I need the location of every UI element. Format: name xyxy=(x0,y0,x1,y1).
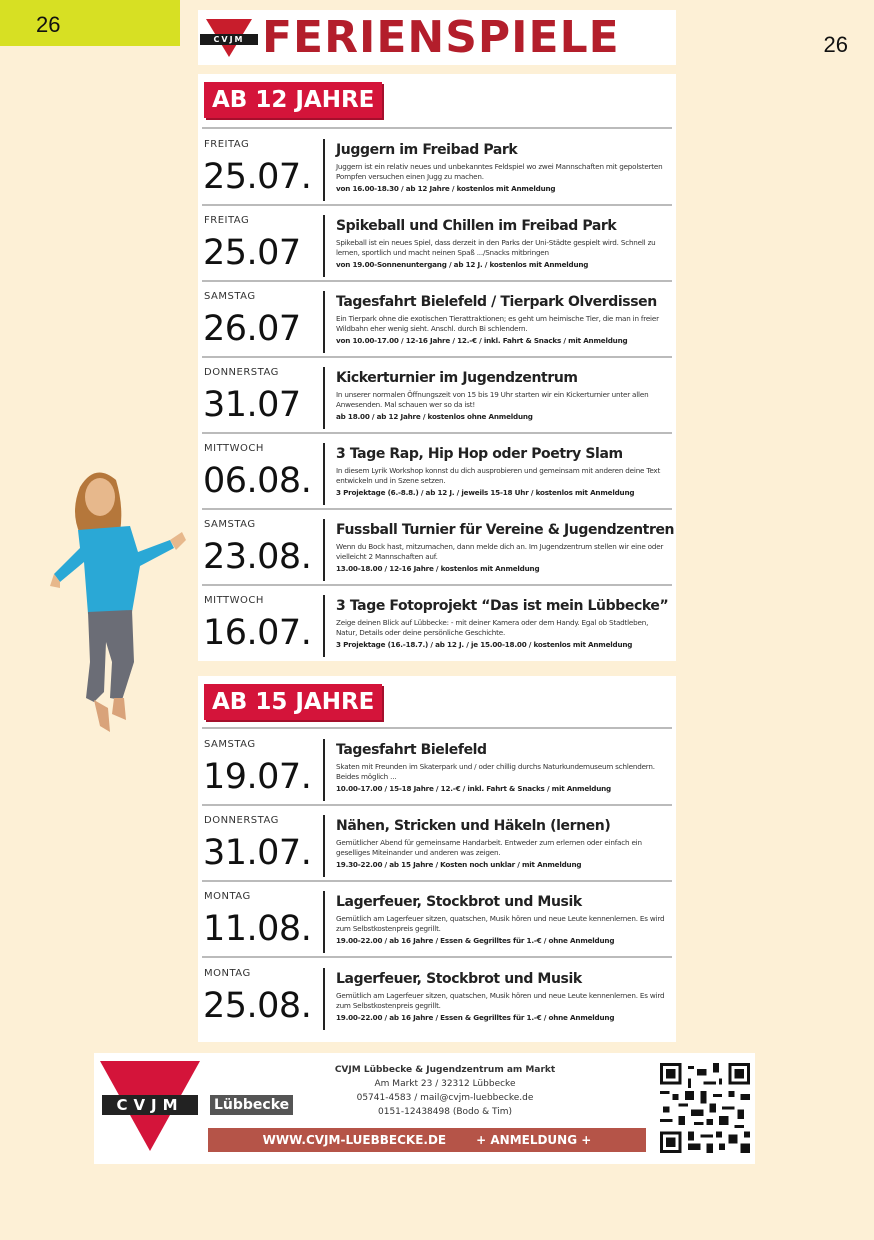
event-description: Ein Tierpark ohne die exotischen Tierattraktionen; es geht um heimische Tier, die man in freier Wildbahn eher wenig sieht. Anschl. durch Bi schlendern. xyxy=(336,314,659,333)
event-item xyxy=(198,131,676,205)
contact-org: CVJM Lübbecke & Jugendzentrum am Markt xyxy=(334,1065,556,1075)
event-item xyxy=(198,883,676,957)
event-date: 25.07. xyxy=(203,157,312,197)
divider xyxy=(323,215,325,277)
event-title: 3 Tage Rap, Hip Hop oder Poetry Slam xyxy=(336,446,623,462)
event-description: Spikeball ist ein neues Spiel, dass derzeit in den Parks der Uni-Städte gespielt wird. Schnell zu lernen, sportlich und macht neinen Spaß .../Snacks mitbringen xyxy=(336,238,656,257)
event-item xyxy=(198,587,676,661)
divider xyxy=(323,443,325,505)
divider xyxy=(202,880,672,882)
qr-code-icon[interactable] xyxy=(660,1063,750,1153)
event-day: SAMSTAG xyxy=(204,519,256,530)
divider xyxy=(323,595,325,657)
event-date: 06.08. xyxy=(203,461,312,501)
footer xyxy=(94,1053,755,1164)
event-item xyxy=(198,207,676,281)
event-description: Juggern ist ein relativ neues und unbekanntes Feldspiel wo zwei Mannschaften mit gepolsterten Pompfen versuchen einen Jugg zu machen. xyxy=(336,162,663,181)
event-info: 19.30-22.00 / ab 15 Jahre / Kosten noch unklar / mit Anmeldung xyxy=(336,860,582,869)
divider xyxy=(202,508,672,510)
divider xyxy=(202,584,672,586)
divider xyxy=(323,139,325,201)
divider xyxy=(202,432,672,434)
event-description: Gemütlich am Lagerfeuer sitzen, quatschen, Musik hören und neue Leute kennenlernen. Es wird zum Selbstkostenpreis gegrillt. xyxy=(336,914,665,933)
website-link[interactable]: WWW.CVJM-LUEBBECKE.DE xyxy=(262,1133,447,1147)
event-date: 26.07 xyxy=(203,309,301,349)
divider xyxy=(202,804,672,806)
divider xyxy=(323,968,325,1030)
event-day: MONTAG xyxy=(204,968,251,979)
event-description: In unserer normalen Öffnungszeit von 15 bis 19 Uhr starten wir ein Kickerturnier unter allen Anwesenden. Mal schauen wer so da ist! xyxy=(336,390,649,409)
event-title: Juggern im Freibad Park xyxy=(336,142,518,158)
contact-phone-mail[interactable]: 05741-4583 / mail@cvjm-luebbecke.de xyxy=(356,1093,534,1103)
event-day: FREITAG xyxy=(204,139,250,150)
event-item xyxy=(198,359,676,433)
divider xyxy=(202,727,672,729)
event-day: MITTWOCH xyxy=(204,443,264,454)
divider xyxy=(323,891,325,953)
divider xyxy=(202,280,672,282)
cvjm-logo-text: CVJM xyxy=(200,34,258,45)
section-label-15: AB 15 JAHRE xyxy=(204,684,382,720)
event-date: 16.07. xyxy=(203,613,312,653)
contact-info xyxy=(324,1063,566,1119)
event-description: Gemütlich am Lagerfeuer sitzen, quatschen, Musik hören und neue Leute kennenlernen. Es wird zum Selbstkostenpreis gegrillt. xyxy=(336,991,665,1010)
event-title: 3 Tage Fotoprojekt “Das ist mein Lübbecke” xyxy=(336,598,669,614)
section-label-12: AB 12 JAHRE xyxy=(204,82,382,118)
cvjm-logo xyxy=(200,17,258,59)
event-item xyxy=(198,731,676,805)
event-info: von 16.00-18.30 / ab 12 Jahre / kostenlos mit Anmeldung xyxy=(336,184,556,193)
divider xyxy=(323,815,325,877)
signup-link[interactable]: + ANMELDUNG + xyxy=(476,1133,592,1147)
event-item xyxy=(198,960,676,1034)
event-title: Tagesfahrt Bielefeld / Tierpark Olverdissen xyxy=(336,294,657,310)
event-title: Tagesfahrt Bielefeld xyxy=(336,742,487,758)
web-bar xyxy=(208,1128,646,1152)
event-description: Wenn du Bock hast, mitzumachen, dann melde dich an. Im Jugendzentrum stellen wir eine oder vielleicht 2 Mannschaften auf. xyxy=(336,542,664,561)
event-day: MONTAG xyxy=(204,891,251,902)
header-banner xyxy=(198,10,676,65)
event-date: 19.07. xyxy=(203,757,312,797)
event-title: Kickerturnier im Jugendzentrum xyxy=(336,370,578,386)
event-info: 19.00-22.00 / ab 16 Jahre / Essen & Gegrilltes für 1.-€ / ohne Anmeldung xyxy=(336,1013,615,1022)
event-info: von 10.00-17.00 / 12-16 Jahre / 12.-€ / inkl. Fahrt & Snacks / mit Anmeldung xyxy=(336,336,628,345)
divider xyxy=(323,519,325,581)
event-day: DONNERSTAG xyxy=(204,367,279,378)
panel-age-12 xyxy=(198,74,676,661)
event-title: Spikeball und Chillen im Freibad Park xyxy=(336,218,617,234)
event-date: 25.07 xyxy=(203,233,301,273)
divider xyxy=(202,204,672,206)
event-item xyxy=(198,435,676,509)
page-number-bar xyxy=(0,0,180,46)
panel-age-15 xyxy=(198,676,676,1042)
divider xyxy=(202,956,672,958)
event-date: 25.08. xyxy=(203,986,312,1026)
event-day: FREITAG xyxy=(204,215,250,226)
event-title: Nähen, Stricken und Häkeln (lernen) xyxy=(336,818,611,834)
event-info: 3 Projektage (6.-8.8.) / ab 12 J. / jeweils 15-18 Uhr / kostenlos mit Anmeldung xyxy=(336,488,635,497)
event-description: Gemütlicher Abend für gemeinsame Handarbeit. Entweder zum erlernen oder einfach ein geselliges Miteinander und anderen was zeigen. xyxy=(336,838,642,857)
contact-mobile: 0151-12438498 (Bodo & Tim) xyxy=(378,1107,512,1117)
event-info: 19.00-22.00 / ab 16 Jahre / Essen & Gegrilltes für 1.-€ / ohne Anmeldung xyxy=(336,936,615,945)
page-number-right: 26 xyxy=(823,32,848,57)
jumping-girl-image xyxy=(50,462,190,737)
event-description: Skaten mit Freunden im Skaterpark und / oder chillig durchs Naturkundemuseum schlendern. Beides möglich ... xyxy=(336,762,655,781)
page-number-left: 26 xyxy=(36,12,61,37)
divider xyxy=(323,291,325,353)
page-title: FERIENSPIELE xyxy=(262,12,620,63)
event-item xyxy=(198,807,676,881)
event-date: 31.07. xyxy=(203,833,312,873)
event-description: In diesem Lyrik Workshop konnst du dich ausprobieren und gemeinsam mit anderen deine Text entwickeln und in Szene setzen. xyxy=(336,466,661,485)
event-info: 3 Projektage (16.-18.7.) / ab 12 J. / je 15.00-18.00 / kostenlos mit Anmeldung xyxy=(336,640,633,649)
footer-cvjm-text: CVJM xyxy=(102,1095,198,1115)
event-info: 10.00-17.00 / 15-18 Jahre / 12.-€ / inkl. Fahrt & Snacks / mit Anmeldung xyxy=(336,784,611,793)
event-title: Lagerfeuer, Stockbrot und Musik xyxy=(336,894,582,910)
divider xyxy=(323,367,325,429)
footer-city: Lübbecke xyxy=(210,1095,293,1115)
event-title: Fussball Turnier für Vereine & Jugendzentren xyxy=(336,522,675,538)
event-info: ab 18.00 / ab 12 Jahre / kostenlos ohne Anmeldung xyxy=(336,412,533,421)
contact-address: Am Markt 23 / 32312 Lübbecke xyxy=(374,1079,516,1089)
event-info: von 19.00-Sonnenuntergang / ab 12 J. / kostenlos mit Anmeldung xyxy=(336,260,589,269)
event-description: Zeige deinen Blick auf Lübbecke: - mit deiner Kamera oder dem Handy. Egal ob Stadtleben, Natur, Details oder deine persönliche Geschichte. xyxy=(336,618,649,637)
event-day: SAMSTAG xyxy=(204,739,256,750)
event-item xyxy=(198,283,676,357)
event-info: 13.00-18.00 / 12-16 Jahre / kostenlos mit Anmeldung xyxy=(336,564,540,573)
event-date: 31.07 xyxy=(203,385,301,425)
divider xyxy=(323,739,325,801)
event-day: MITTWOCH xyxy=(204,595,264,606)
event-date: 11.08. xyxy=(203,909,312,949)
event-day: DONNERSTAG xyxy=(204,815,279,826)
event-day: SAMSTAG xyxy=(204,291,256,302)
event-date: 23.08. xyxy=(203,537,312,577)
divider xyxy=(202,127,672,129)
event-title: Lagerfeuer, Stockbrot und Musik xyxy=(336,971,582,987)
event-item xyxy=(198,511,676,585)
divider xyxy=(202,356,672,358)
